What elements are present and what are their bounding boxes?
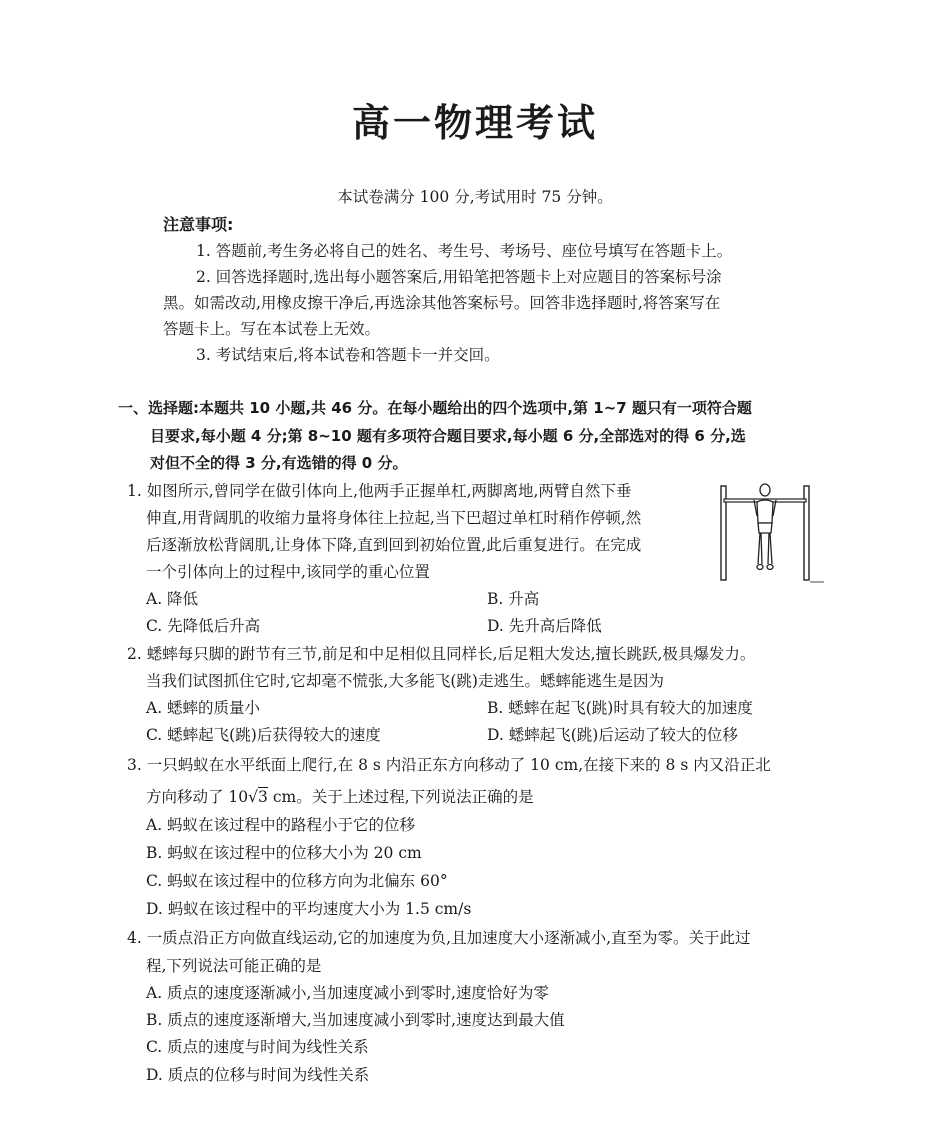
option-b: B. 升高 <box>487 590 540 608</box>
page-title: 高一物理考试 <box>351 101 598 145</box>
question-text-part: cm。关于上述过程,下列说法正确的是 <box>267 788 534 806</box>
exam-meta: 本试卷满分 100 分,考试用时 75 分钟。 <box>337 188 613 206</box>
notice-line: 2. 回答选择题时,选出每小题答案后,用铅笔把答题卡上对应题目的答案标号涂 <box>196 268 722 286</box>
option-c: C. 先降低后升高 <box>146 617 261 635</box>
option-a: A. 质点的速度逐渐减小,当加速度减小到零时,速度恰好为零 <box>146 984 549 1002</box>
option-d: D. 质点的位移与时间为线性关系 <box>146 1066 370 1084</box>
notice-line: 1. 答题前,考生务必将自己的姓名、考生号、考场号、座位号填写在答题卡上。 <box>196 242 733 260</box>
sqrt-symbol: √ <box>248 788 259 806</box>
sqrt-radicand: 3 <box>258 788 268 806</box>
option-c: C. 蚂蚁在该过程中的位移方向为北偏东 60° <box>146 872 448 890</box>
question-text: 1. 如图所示,曾同学在做引体向上,他两手正握单杠,两脚离地,两臂自然下垂 <box>127 482 632 500</box>
section-instructions: 对但不全的得 3 分,有选错的得 0 分。 <box>150 454 408 472</box>
option-d: D. 先升高后降低 <box>487 617 602 635</box>
notice-line: 答题卡上。写在本试卷上无效。 <box>163 320 381 338</box>
pull-up-figure <box>714 478 826 590</box>
question-text: 3. 一只蚂蚁在水平纸面上爬行,在 8 s 内沿正东方向移动了 10 cm,在接下来的 8 s 内又沿正北 <box>127 756 771 774</box>
option-b: B. 蟋蟀在起飞(跳)时具有较大的加速度 <box>487 699 753 717</box>
question-text: 当我们试图抓住它时,它却毫不慌张,大多能飞(跳)走逃生。蟋蟀能逃生是因为 <box>146 672 664 690</box>
question-text-part: 方向移动了 10 <box>146 788 249 806</box>
question-text <box>146 786 534 808</box>
question-text: 2. 蟋蟀每只脚的跗节有三节,前足和中足相似且同样长,后足粗大发达,擅长跳跃,极具爆发力。 <box>127 645 756 663</box>
option-b: B. 蚂蚁在该过程中的位移大小为 20 cm <box>146 844 422 862</box>
option-a: A. 蟋蟀的质量小 <box>146 699 261 717</box>
option-d: D. 蚂蚁在该过程中的平均速度大小为 1.5 cm/s <box>146 900 472 918</box>
option-c: C. 质点的速度与时间为线性关系 <box>146 1038 369 1056</box>
student-figure <box>754 484 776 570</box>
question-text: 4. 一质点沿正方向做直线运动,它的加速度为负,且加速度大小逐渐减小,直至为零。关于此过 <box>127 929 751 947</box>
section-instructions: 目要求,每小题 4 分;第 8~10 题有多项符合题目要求,每小题 6 分,全部选对的得 6 分,选 <box>150 427 746 445</box>
option-c: C. 蟋蟀起飞(跳)后获得较大的速度 <box>146 726 381 744</box>
question-text: 程,下列说法可能正确的是 <box>146 957 322 975</box>
notice-line: 黑。如需改动,用橡皮擦干净后,再选涂其他答案标号。回答非选择题时,将答案写在 <box>163 294 721 312</box>
question-text: 一个引体向上的过程中,该同学的重心位置 <box>146 563 430 581</box>
question-text: 伸直,用背阔肌的收缩力量将身体往上拉起,当下巴超过单杠时稍作停顿,然 <box>146 509 642 527</box>
section-instructions: 一、选择题:本题共 10 小题,共 46 分。在每小题给出的四个选项中,第 1~7 题只有一项符合题 <box>118 399 752 417</box>
option-a: A. 蚂蚁在该过程中的路程小于它的位移 <box>146 816 416 834</box>
option-d: D. 蟋蟀起飞(跳)后运动了较大的位移 <box>487 726 738 744</box>
question-text: 后逐渐放松背阔肌,让身体下降,直到回到初始位置,此后重复进行。在完成 <box>146 536 642 554</box>
option-b: B. 质点的速度逐渐增大,当加速度减小到零时,速度达到最大值 <box>146 1011 565 1029</box>
option-a: A. 降低 <box>146 590 199 608</box>
notice-heading: 注意事项: <box>163 215 234 234</box>
notice-line: 3. 考试结束后,将本试卷和答题卡一并交回。 <box>196 346 500 364</box>
